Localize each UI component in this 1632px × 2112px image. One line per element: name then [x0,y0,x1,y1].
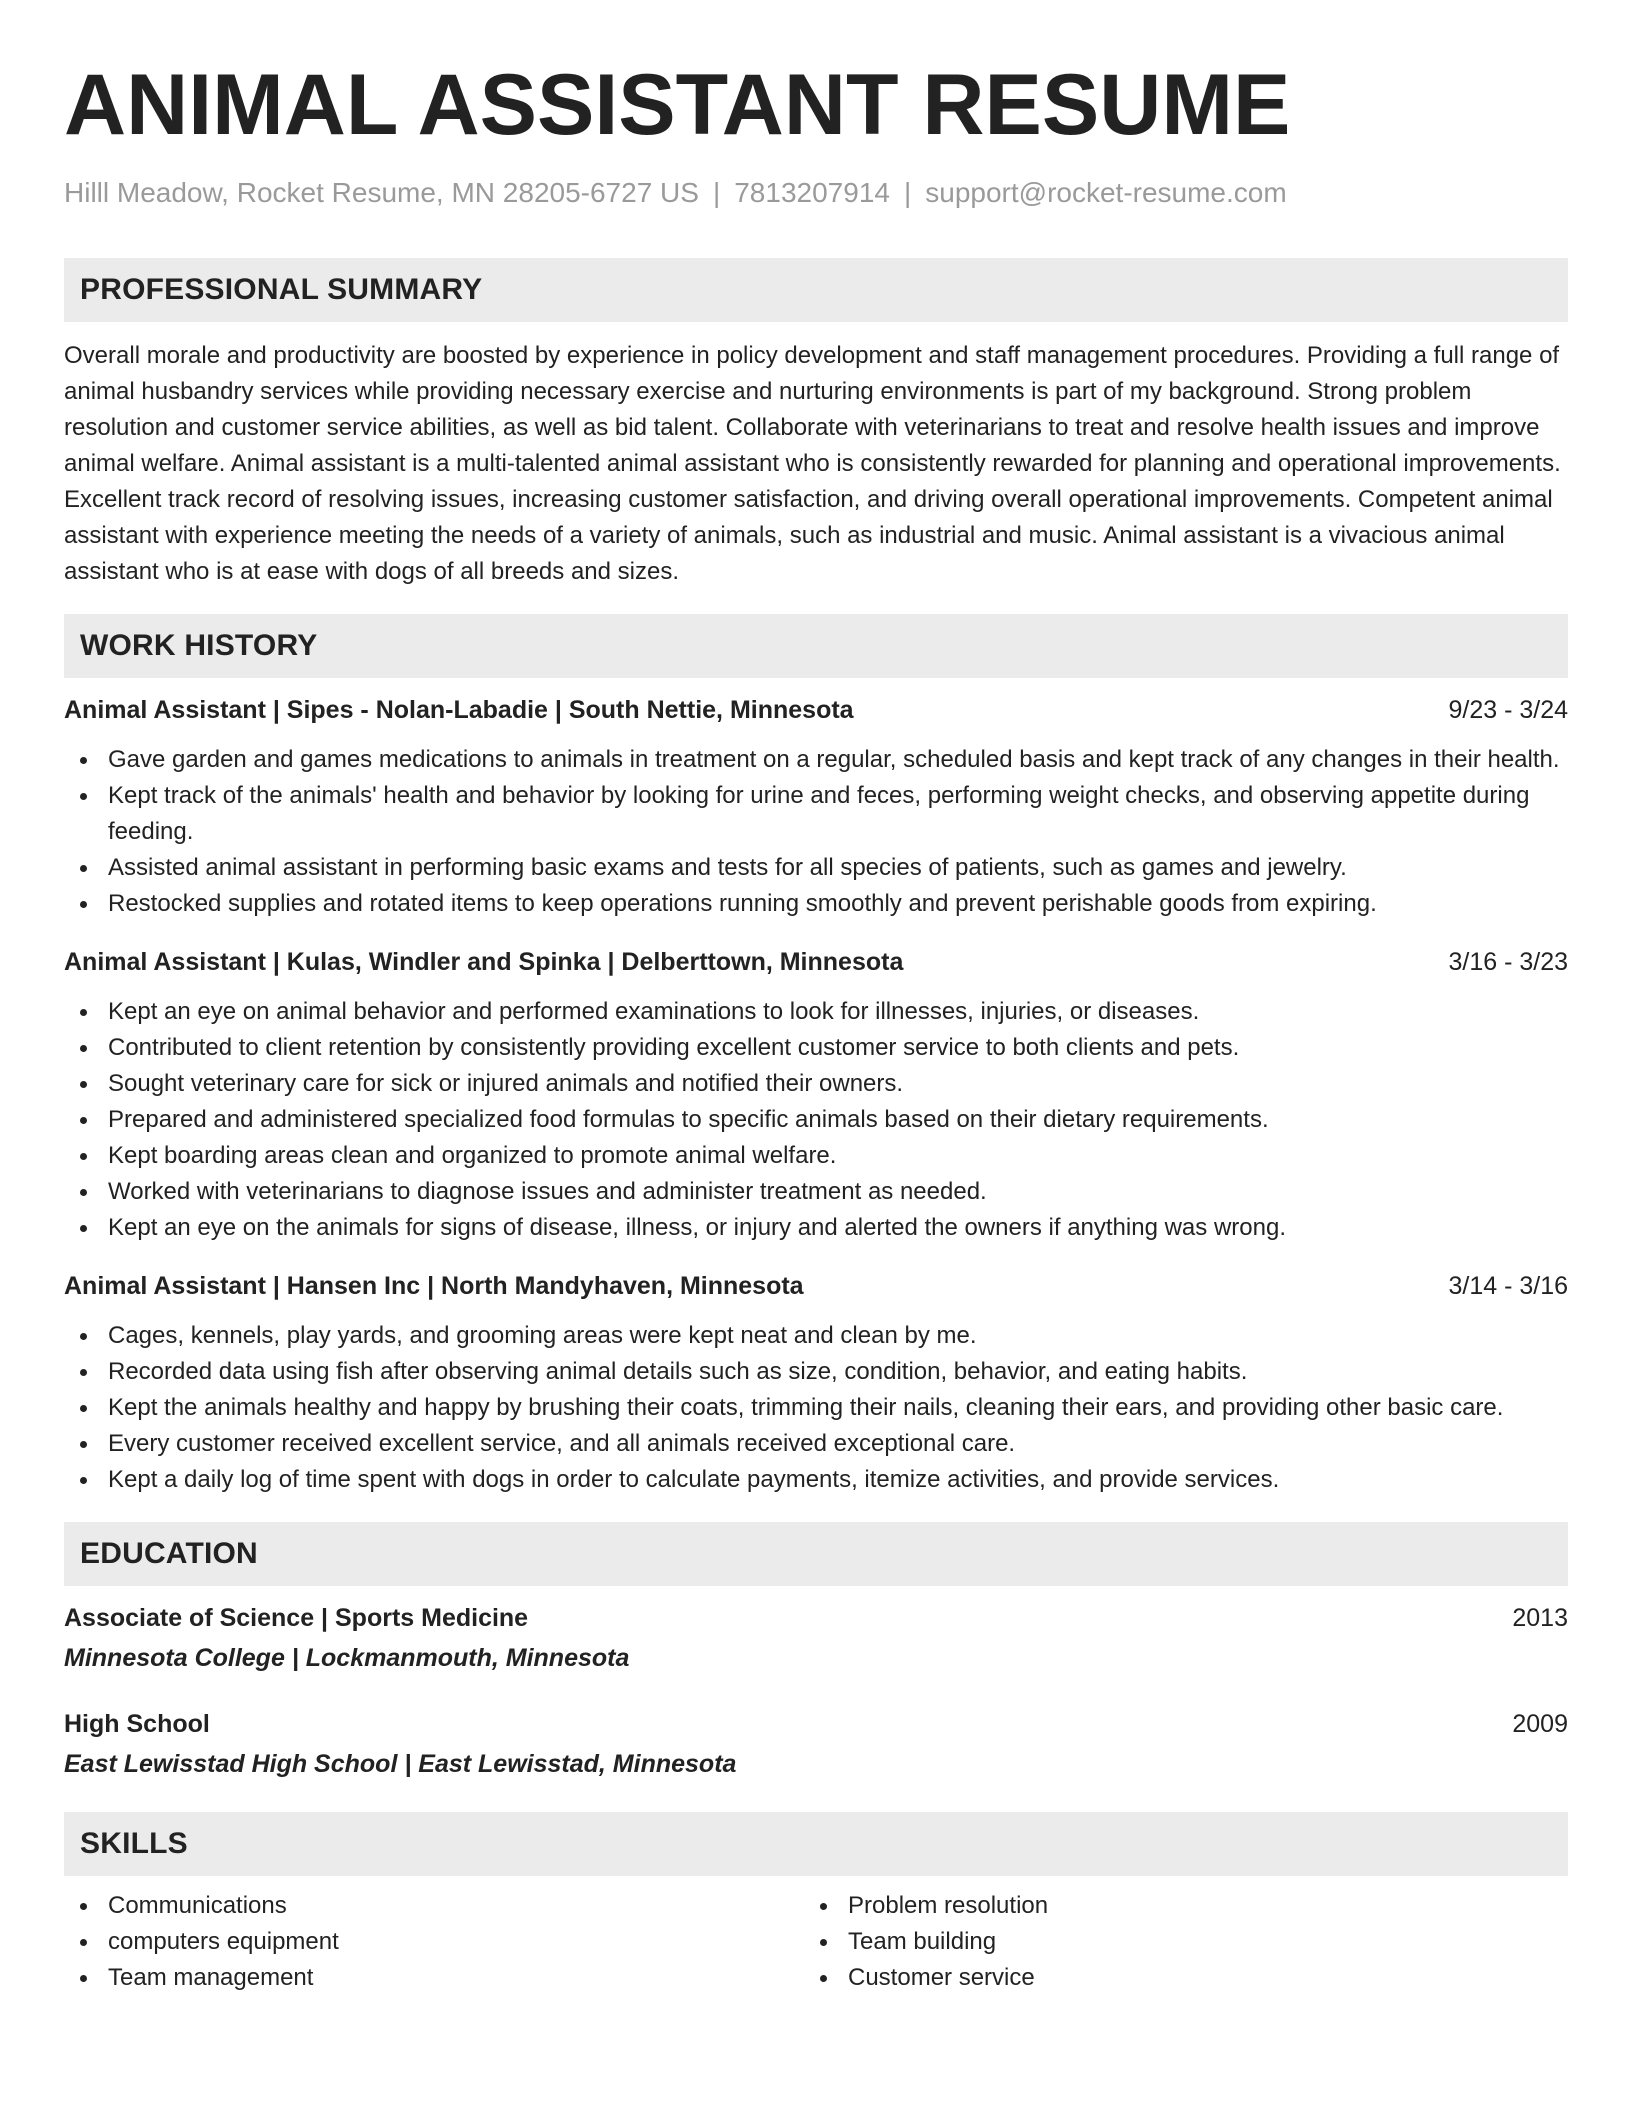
school: East Lewisstad High School | East Lewisstad, Minnesota [64,1750,737,1778]
education-header [64,1706,1568,1742]
skill-item: Team management [64,1960,804,1996]
job-entry [64,1268,1568,1498]
list-item: Kept an eye on animal behavior and performed examinations to look for illnesses, injuries, or diseases. [64,994,1568,1030]
job-title: Animal Assistant | Sipes - Nolan-Labadie | South Nettie, Minnesota [64,696,854,724]
degree: Associate of Science | Sports Medicine [64,1604,529,1632]
phone: 7813207914 [734,177,890,208]
list-item: Contributed to client retention by consistently providing excellent customer service to both clients and pets. [64,1030,1568,1066]
list-item: Worked with veterinarians to diagnose issues and administer treatment as needed. [64,1174,1568,1210]
section-heading-summary: PROFESSIONAL SUMMARY [64,258,1568,322]
list-item: Kept a daily log of time spent with dogs in order to calculate payments, itemize activities, and provide services. [64,1462,1568,1498]
list-item: Kept track of the animals' health and behavior by looking for urine and feces, performing weight checks, and observing appetite during feeding. [64,778,1568,850]
job-bullets [64,994,1568,1246]
contact-line [64,176,1568,210]
list-item: Prepared and administered specialized food formulas to specific animals based on their dietary requirements. [64,1102,1568,1138]
skill-item: computers equipment [64,1924,804,1960]
list-item: Cages, kennels, play yards, and grooming areas were kept neat and clean by me. [64,1318,1568,1354]
skill-item: Customer service [804,1960,1544,1996]
job-dates: 3/16 - 3/23 [1448,948,1568,976]
job-header [64,1268,1568,1304]
list-item: Recorded data using fish after observing animal details such as size, condition, behavior, and eating habits. [64,1354,1568,1390]
job-dates: 9/23 - 3/24 [1448,696,1568,724]
contact-separator: | [712,177,721,208]
job-header [64,944,1568,980]
school: Minnesota College | Lockmanmouth, Minnesota [64,1644,630,1672]
job-bullets [64,1318,1568,1498]
skill-item: Team building [804,1924,1544,1960]
education-header [64,1600,1568,1636]
graduation-year: 2013 [1512,1604,1568,1632]
summary-text: Overall morale and productivity are boosted by experience in policy development and staff management procedures. Providing a full range of animal husbandry services while providing necessary exercise and nurturing environments is part of my background. Strong problem resolution and customer service abilities, as well as bid talent. Collaborate with veterinarians to treat and resolve health issues and improve animal welfare. Animal assistant is a multi-talented animal assistant who is consistently rewarded for planning and operational improvements. Excellent track record of resolving issues, increasing customer satisfaction, and driving overall operational improvements. Competent animal assistant with experience meeting the needs of a variety of animals, such as industrial and music. Animal assistant is a vivacious animal assistant who is at ease with dogs of all breeds and sizes. [64,342,1561,585]
address: Hilll Meadow, Rocket Resume, MN 28205-6727 US [64,177,699,208]
list-item: Every customer received excellent service, and all animals received exceptional care. [64,1426,1568,1462]
section-heading-work-history: WORK HISTORY [64,614,1568,678]
skill-item: Problem resolution [804,1888,1544,1924]
section-heading-skills: SKILLS [64,1812,1568,1876]
job-entry [64,692,1568,922]
education-entry [64,1600,1568,1676]
contact-separator: | [903,177,912,208]
job-title: Animal Assistant | Hansen Inc | North Mandyhaven, Minnesota [64,1272,804,1300]
skills-column-right [804,1888,1544,1996]
degree: High School [64,1710,210,1738]
skill-item: Communications [64,1888,804,1924]
job-header [64,692,1568,728]
email[interactable]: support@rocket-resume.com [925,177,1287,208]
resume-page [64,56,1568,1996]
skills-column-left [64,1888,804,1996]
education-entry [64,1706,1568,1782]
resume-title: ANIMAL ASSISTANT RESUME [64,57,1291,153]
section-heading-education: EDUCATION [64,1522,1568,1586]
list-item: Gave garden and games medications to animals in treatment on a regular, scheduled basis and kept track of any changes in their health. [64,742,1568,778]
job-dates: 3/14 - 3/16 [1448,1272,1568,1300]
skills-list [64,1888,1568,1996]
graduation-year: 2009 [1512,1710,1568,1738]
list-item: Kept an eye on the animals for signs of disease, illness, or injury and alerted the owners if anything was wrong. [64,1210,1568,1246]
job-title: Animal Assistant | Kulas, Windler and Spinka | Delberttown, Minnesota [64,948,904,976]
list-item: Kept boarding areas clean and organized to promote animal welfare. [64,1138,1568,1174]
job-entry [64,944,1568,1246]
list-item: Sought veterinary care for sick or injured animals and notified their owners. [64,1066,1568,1102]
list-item: Assisted animal assistant in performing basic exams and tests for all species of patients, such as games and jewelry. [64,850,1568,886]
job-bullets [64,742,1568,922]
list-item: Kept the animals healthy and happy by brushing their coats, trimming their nails, cleaning their ears, and providing other basic care. [64,1390,1568,1426]
list-item: Restocked supplies and rotated items to keep operations running smoothly and prevent perishable goods from expiring. [64,886,1568,922]
